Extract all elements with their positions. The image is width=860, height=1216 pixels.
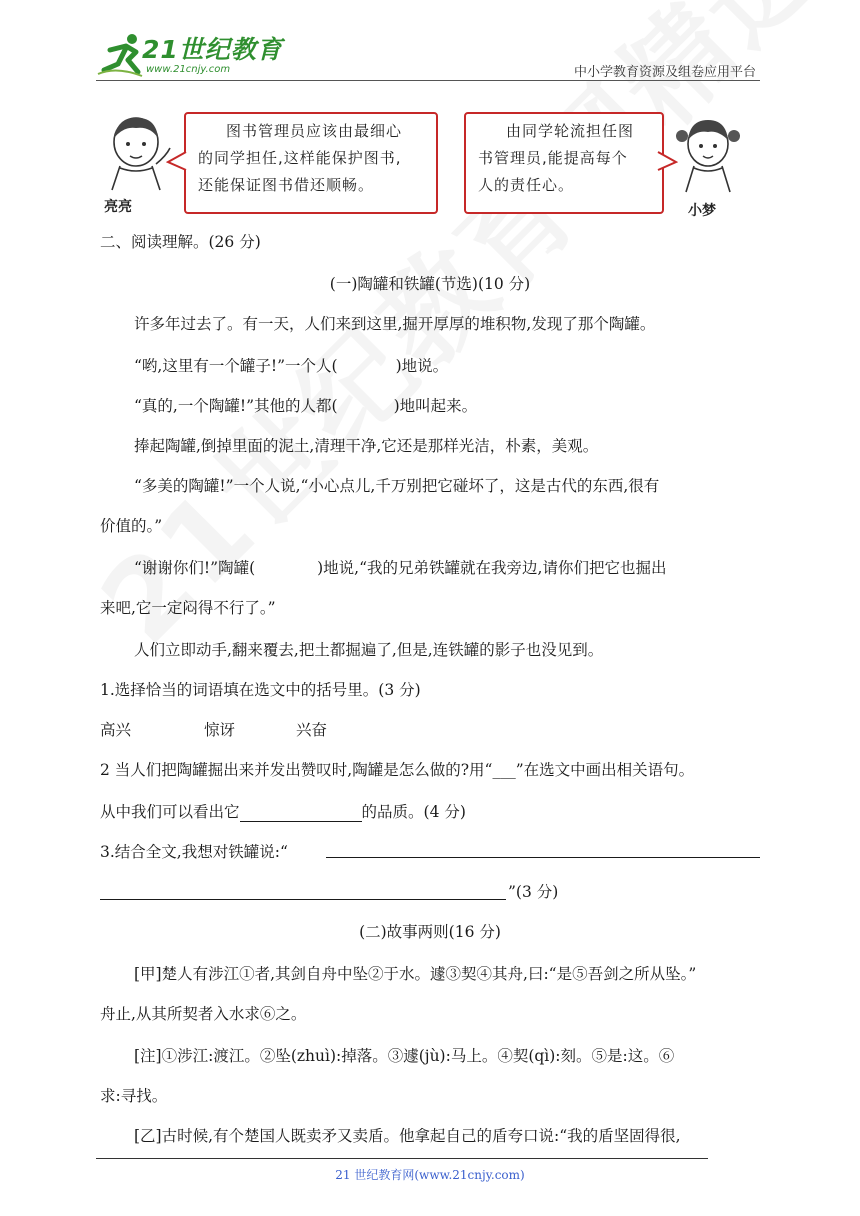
girl-character-icon xyxy=(672,110,748,194)
section-heading: 二、阅读理解。(26 分) xyxy=(100,233,261,251)
story-jia-line-1: [甲]楚人有涉江①者,其剑自舟中坠②于水。遽③契④其舟,曰:“是⑤吾剑之所从坠。” xyxy=(134,965,697,983)
left-bubble-line-3: 还能保证图书借还顺畅。 xyxy=(198,176,375,194)
word-choice-3: 兴奋 xyxy=(296,721,328,739)
part1-title: (一)陶罐和铁罐(节选)(10 分) xyxy=(329,275,531,293)
right-bubble-line-2: 书管理员,能提高每个 xyxy=(478,149,628,167)
part2-title: (二)故事两则(16 分) xyxy=(359,923,501,941)
runner-logo-icon xyxy=(96,30,146,80)
left-speech-bubble xyxy=(184,112,438,214)
paragraph-7: 人们立即动手,翻来覆去,把土都掘遍了,但是,连铁罐的影子也没见到。 xyxy=(134,641,604,659)
word-choice-2: 惊讶 xyxy=(204,721,236,739)
answer-line-q3-1[interactable] xyxy=(326,857,760,858)
note-line-2: 求:寻找。 xyxy=(100,1087,168,1105)
paragraph-4: 捧起陶罐,倒掉里面的泥土,清理干净,它还是那样光洁，朴素，美观。 xyxy=(134,437,599,455)
question-2-suffix: 的品质。(4 分) xyxy=(361,803,466,821)
right-bubble-line-3: 人的责任心。 xyxy=(478,176,575,194)
question-2-line-2 xyxy=(100,800,466,822)
paragraph-3-end: )地叫起来。 xyxy=(393,397,478,415)
paragraph-6-line-1 xyxy=(134,556,666,578)
question-2-line-1: 2 当人们把陶罐掘出来并发出赞叹时,陶罐是怎么做的?用“___”在选文中画出相关语句。 xyxy=(100,761,695,779)
paragraph-2-start: “哟,这里有一个罐子!”一个人( xyxy=(134,357,338,375)
paragraph-6-line-2: 来吧,它一定闷得不行了。” xyxy=(100,599,276,617)
right-speech-bubble xyxy=(464,112,664,214)
question-3-line-2: ”(3 分) xyxy=(508,883,559,901)
answer-line-q3-2[interactable] xyxy=(100,899,506,900)
logo-url-text: www.21cnjy.com xyxy=(146,64,231,75)
paragraph-5-line-2: 价值的。” xyxy=(100,517,163,535)
paragraph-6-end: )地说,“我的兄弟铁罐就在我旁边,请你们把它也掘出 xyxy=(317,559,667,577)
question-3-line-1: 3.结合全文,我想对铁罐说:“ xyxy=(100,843,288,861)
paragraph-2-end: )地说。 xyxy=(395,357,449,375)
left-bubble-line-2: 的同学担任,这样能保护图书, xyxy=(198,149,402,167)
footer-divider xyxy=(96,1158,708,1159)
logo-brand-text: 21世纪教育 xyxy=(142,35,283,64)
header-platform-text: 中小学教育资源及组卷应用平台 xyxy=(573,65,756,80)
left-bubble-tail-icon xyxy=(166,150,188,174)
left-bubble-line-1: 图书管理员应该由最细心 xyxy=(226,122,403,140)
paragraph-3-start: “真的,一个陶罐!”其他的人都( xyxy=(134,397,338,415)
left-character-name: 亮亮 xyxy=(104,199,132,215)
header-divider xyxy=(96,80,760,81)
note-line-1: [注]①涉江:渡江。②坠(zhuì):掉落。③遽(jù):马上。④契(qì):刻。⑤是:这。⑥ xyxy=(134,1047,675,1065)
paragraph-2 xyxy=(134,354,448,376)
story-jia-line-2: 舟止,从其所契者入水求⑥之。 xyxy=(100,1005,307,1023)
paragraph-5-line-1: “多美的陶罐!”一个人说,“小心点儿,千万别把它碰坏了，这是古代的东西,很有 xyxy=(134,477,660,495)
paragraph-1: 许多年过去了。有一天，人们来到这里,掘开厚厚的堆积物,发现了那个陶罐。 xyxy=(134,315,656,333)
right-bubble-line-1: 由同学轮流担任图 xyxy=(506,122,635,140)
question-2-prefix: 从中我们可以看出它 xyxy=(100,803,240,821)
word-choice-1: 高兴 xyxy=(100,721,132,739)
story-yi-line-1: [乙]古时候,有个楚国人既卖矛又卖盾。他拿起自己的盾夸口说:“我的盾坚固得很, xyxy=(134,1127,681,1145)
paragraph-3 xyxy=(134,394,477,416)
answer-blank-q2[interactable] xyxy=(240,803,362,822)
question-1: 1.选择恰当的词语填在选文中的括号里。(3 分) xyxy=(100,681,421,699)
footer-text: 21 世纪教育网(www.21cnjy.com) xyxy=(335,1168,525,1182)
paragraph-6-start: “谢谢你们!”陶罐( xyxy=(134,559,256,577)
right-character-name: 小梦 xyxy=(688,203,716,219)
